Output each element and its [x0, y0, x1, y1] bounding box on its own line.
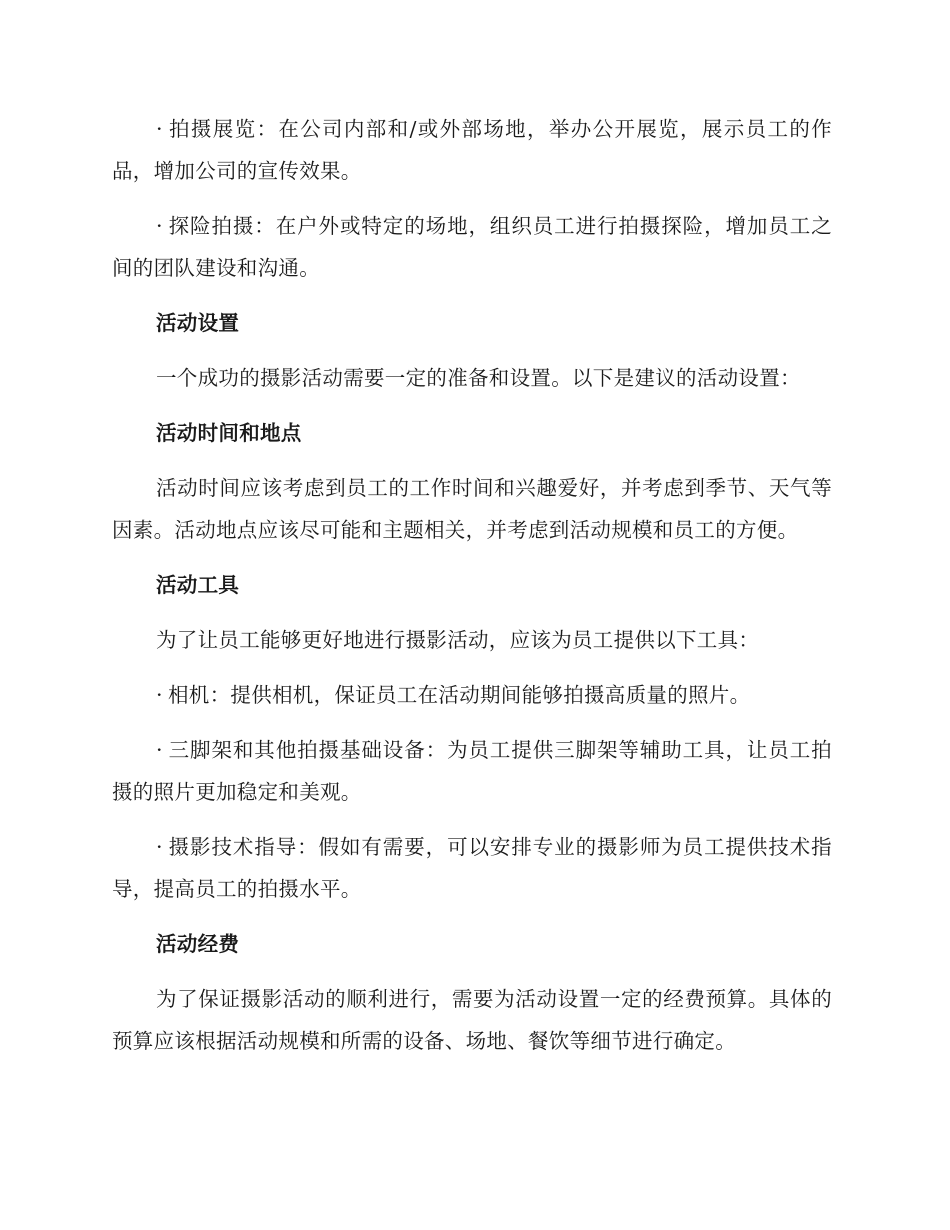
- bullet-item: [112, 108, 832, 192]
- bullet-dot: ·: [156, 683, 163, 707]
- bullet-dot: ·: [156, 738, 163, 762]
- bullet-text: 探险拍摄：在户外或特定的场地，组织员工进行拍摄探险，增加员工之间的团队建设和沟通。: [112, 214, 832, 280]
- section-heading: 活动工具: [156, 573, 240, 597]
- bullet-text: 摄影技术指导：假如有需要，可以安排专业的摄影师为员工提供技术指导，提高员工的拍摄水平。: [112, 835, 832, 901]
- paragraph: 一个成功的摄影活动需要一定的准备和设置。以下是建议的活动设置：: [156, 366, 801, 390]
- section-heading: 活动经费: [156, 932, 240, 956]
- bullet-dot: ·: [156, 214, 163, 238]
- section-heading: 活动时间和地点: [156, 421, 302, 445]
- paragraph: 活动时间应该考虑到员工的工作时间和兴趣爱好，并考虑到季节、天气等因素。活动地点应该尽可能和主题相关，并考虑到活动规模和员工的方便。: [112, 476, 832, 542]
- bullet-text: 相机：提供相机，保证员工在活动期间能够拍摄高质量的照片。: [168, 683, 751, 707]
- bullet-text: 拍摄展览：在公司内部和/或外部场地，举办公开展览，展示员工的作品，增加公司的宣传效果。: [112, 117, 832, 183]
- bullet-dot: ·: [156, 835, 163, 859]
- bullet-item: [112, 826, 832, 910]
- section-heading: 活动设置: [156, 311, 240, 335]
- bullet-item: [112, 729, 832, 813]
- bullet-item: [112, 674, 832, 716]
- bullet-item: [112, 205, 832, 289]
- bullet-dot: ·: [156, 117, 163, 141]
- paragraph: 为了让员工能够更好地进行摄影活动，应该为员工提供以下工具：: [156, 628, 760, 652]
- document-body: [112, 108, 832, 1075]
- bullet-text: 三脚架和其他拍摄基础设备：为员工提供三脚架等辅助工具，让员工拍摄的照片更加稳定和美观。: [112, 738, 832, 804]
- paragraph: 为了保证摄影活动的顺利进行，需要为活动设置一定的经费预算。具体的预算应该根据活动规模和所需的设备、场地、餐饮等细节进行确定。: [112, 987, 832, 1053]
